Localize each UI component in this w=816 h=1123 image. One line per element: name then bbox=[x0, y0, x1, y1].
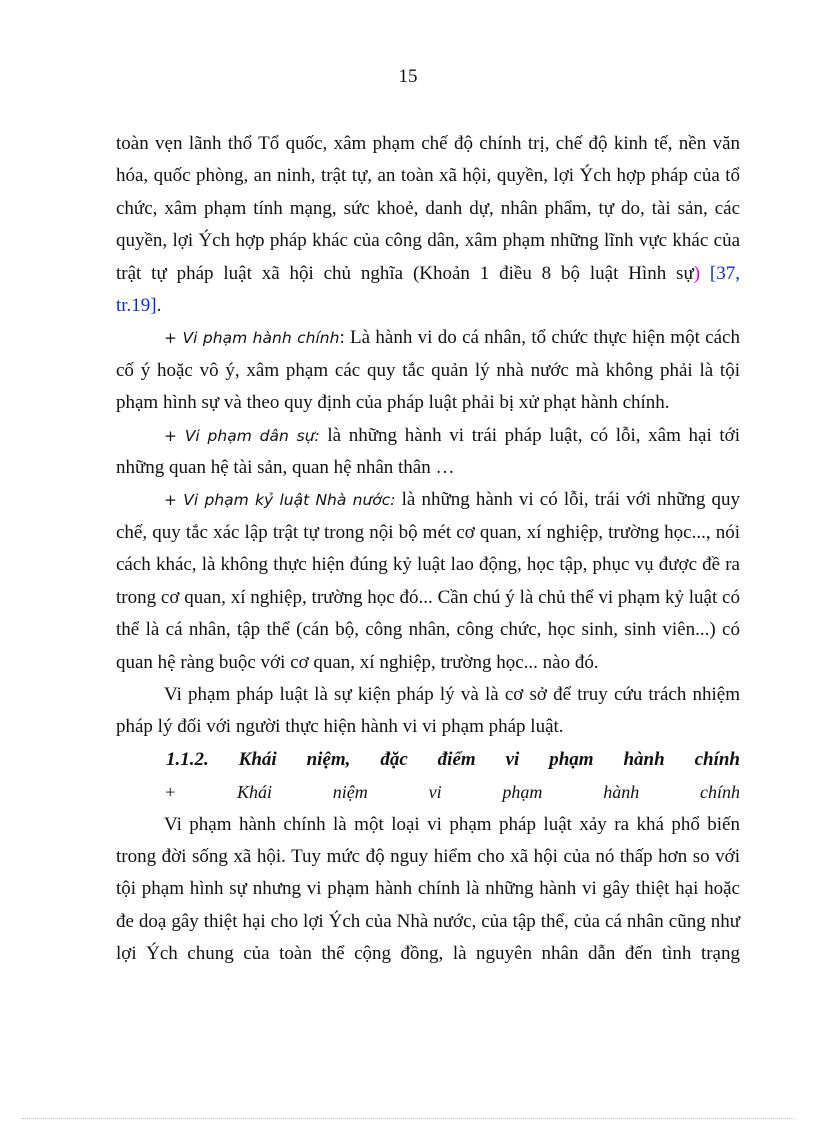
paragraph-body: là những hành vi trái pháp luật, có lỗi, xâm hại tới những quan hệ tài sản, quan hệ nhân thân … bbox=[116, 424, 741, 479]
citation-paren: ) bbox=[693, 262, 701, 284]
text-line: toàn vẹn lãnh thổ Tổ quốc, xâm phạm chế độ chính trị, chế độ kinh tế, nền bbox=[116, 133, 707, 154]
text-line: văn hóa, quốc phòng, an ninh, trật tự, an toàn xã hội, quyền, lợi Ých hợp pháp bbox=[116, 133, 740, 187]
paragraph-body: là những hành vi có lỗi, trái với những quy chế, quy tắc xác lập trật tự trong nội bộ mét cơ quan, xí nghiệp, trường học..., nói cách khác, là không thực hiện đúng kỷ luật lao động, học tập, phục vụ được đề ra trong cơ quan, xí nghiệp, trường học đó... Cần chú ý là chủ thể vi phạm kỷ luật có thể là cá nhân, tập thể (cán bộ, công nhân, công chức, học sinh, sinh viên...) có quan hệ ràng buộc với cơ quan, xí nghiệp, trường học... nào đó. bbox=[116, 489, 741, 673]
bullet-prefix: + bbox=[164, 329, 183, 348]
paragraph-civil-violation bbox=[116, 420, 740, 485]
bullet-prefix: + bbox=[164, 426, 185, 445]
subsection-heading: + Khái niệm vi phạm hành chính bbox=[164, 782, 740, 803]
term-disciplinary-violation: Vi phạm kỷ luật Nhà nước: bbox=[183, 491, 396, 510]
text-line: của trật tự pháp luật xã hội chủ nghĩa (Khoản 1 điều 8 bộ luật Hình sự bbox=[116, 230, 741, 284]
paragraph-administrative-definition: Vi phạm hành chính là một loại vi phạm pháp luật xảy ra khá phổ biến trong đời sống xã hội. Tuy mức độ nguy hiểm cho xã hội của nó thấp hơn so với tội phạm hình sự nhưng vi phạm hành chính là những hành vi gây thiệt hại hoặc đe doạ gây thiệt hại cho lợi Ých của Nhà nước, của tập thể, của cá nhân cũng như lợi Ých chung của toàn thể cộng đồng, là nguyên nhân dẫn đến tình trạng bbox=[116, 813, 740, 965]
citation-reference-a: [37, bbox=[700, 262, 741, 284]
text-line: các quyền, lợi Ých hợp pháp khác của công dân, xâm phạm những lĩnh vực khác bbox=[116, 197, 741, 252]
document-body bbox=[116, 128, 740, 971]
section-heading: 1.1.2. Khái niệm, đặc điểm vi phạm hành chính bbox=[166, 748, 740, 770]
paragraph-body: : Là hành vi do cá nhân, tổ chức thực hiện một cách cố ý hoặc vô ý, xâm phạm các quy tắc quản lý nhà nước mà không phải là tội phạm hình sự và theo quy định của pháp luật phải bị xử phạt hành chính. bbox=[116, 327, 740, 414]
paragraph-criminal-violation-continued bbox=[116, 128, 740, 290]
paragraph-citation-end bbox=[116, 290, 740, 322]
term-civil-violation: Vi phạm dân sự: bbox=[184, 426, 320, 445]
paragraph-legal-liability: Vi phạm pháp luật là sự kiện pháp lý và là cơ sở để truy cứu trách nhiệm pháp lý đối với người thực hiện hành vi vi phạm pháp luật. bbox=[116, 683, 740, 738]
period: . bbox=[156, 295, 162, 317]
page-bottom-divider bbox=[22, 1118, 794, 1119]
page-number: 15 bbox=[398, 66, 418, 87]
paragraph-administrative-violation bbox=[116, 322, 740, 419]
term-administrative-violation: Vi phạm hành chính bbox=[182, 329, 340, 348]
citation-reference-b: tr.19] bbox=[116, 295, 157, 317]
text-line: của tổ chức, xâm phạm tính mạng, sức khoẻ, danh dự, nhân phẩm, tự do, tài sản, bbox=[116, 165, 740, 219]
bullet-prefix: + bbox=[164, 491, 184, 510]
paragraph-disciplinary-violation bbox=[116, 484, 740, 678]
